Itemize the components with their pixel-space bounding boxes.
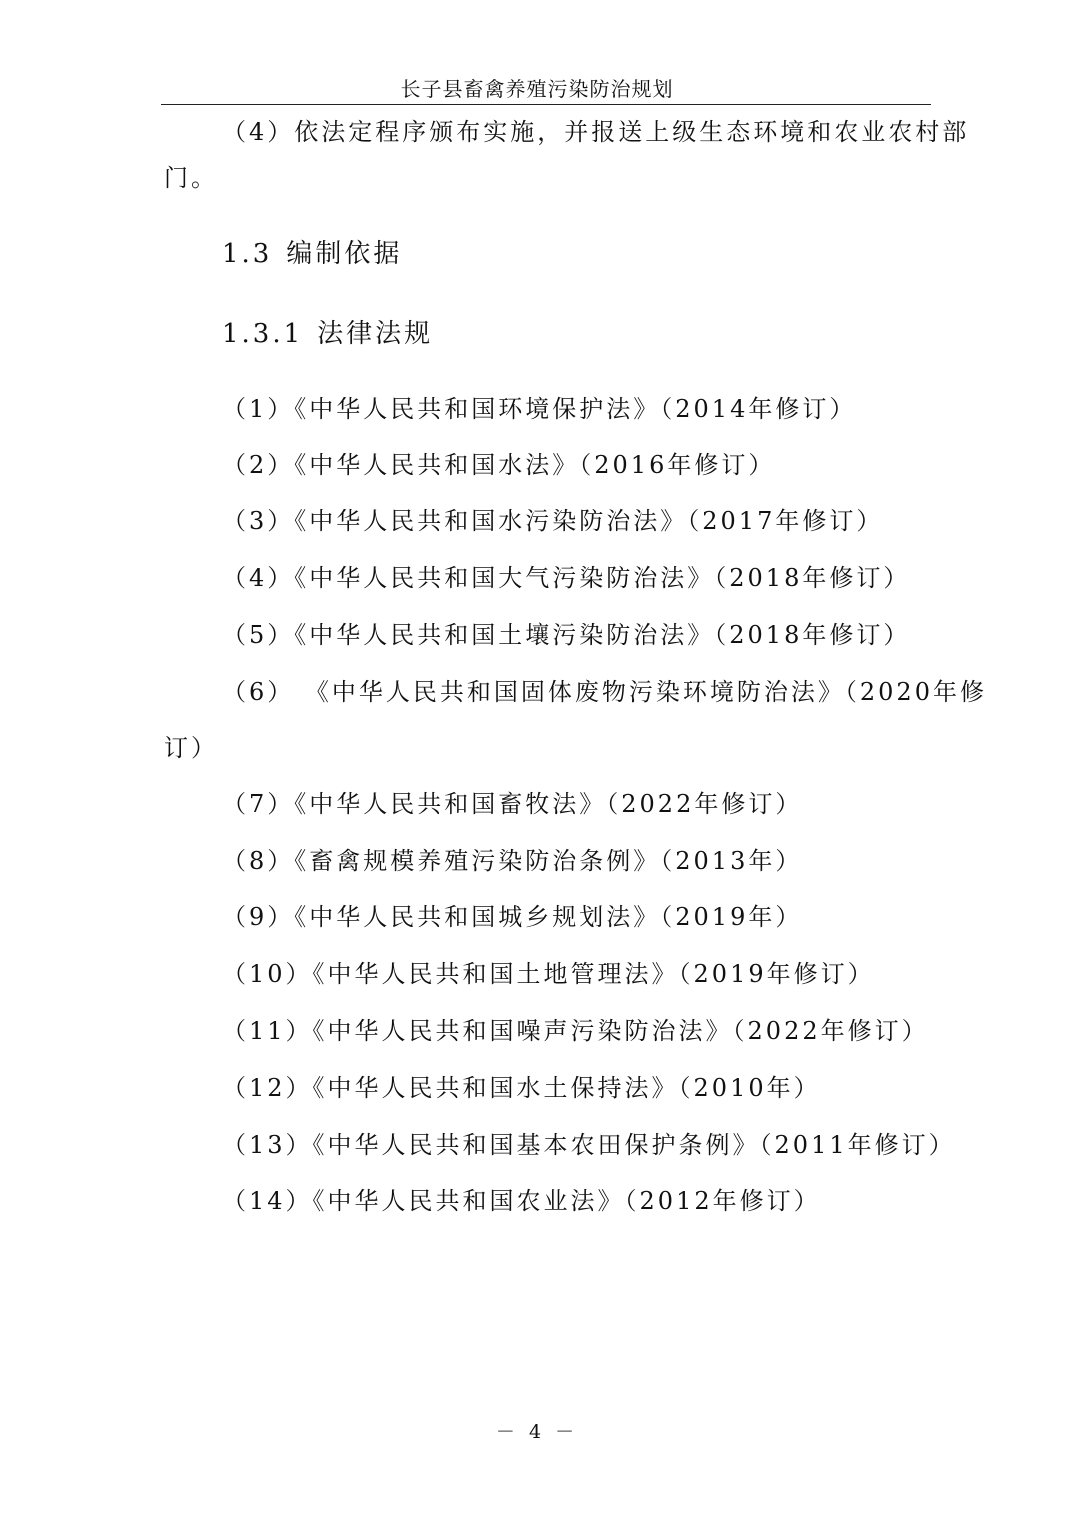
law-item: （4）《中华人民共和国大气污染防治法》（2018年修订） (222, 564, 911, 592)
law-item-continuation: 订） (164, 734, 218, 762)
law-item: （12）《中华人民共和国水土保持法》（2010年） (222, 1074, 821, 1102)
law-item: （13）《中华人民共和国基本农田保护条例》（2011年修订） (222, 1131, 956, 1159)
law-item: （5）《中华人民共和国土壤污染防治法》（2018年修订） (222, 621, 911, 649)
subsection-number: 1.3.1 (222, 319, 304, 349)
page-number: － 4 － (495, 1421, 579, 1443)
law-item: （14）《中华人民共和国农业法》（2012年修订） (222, 1187, 821, 1215)
law-item: （2）《中华人民共和国水法》（2016年修订） (222, 451, 776, 479)
law-item: （11）《中华人民共和国噪声污染防治法》（2022年修订） (222, 1017, 929, 1045)
subsection-title: 法律法规 (317, 319, 434, 349)
intro-paragraph-line-2: 门。 (164, 164, 218, 192)
law-item: （8）《畜禽规模养殖污染防治条例》（2013年） (222, 847, 803, 875)
law-item: （7）《中华人民共和国畜牧法》（2022年修订） (222, 790, 803, 818)
law-item: （3）《中华人民共和国水污染防治法》（2017年修订） (222, 507, 884, 535)
subsection-heading (222, 318, 433, 350)
page-header-title: 长子县畜禽养殖污染防治规划 (400, 77, 674, 101)
law-item: （1）《中华人民共和国环境保护法》（2014年修订） (222, 395, 857, 423)
law-item: （10）《中华人民共和国土地管理法》（2019年修订） (222, 960, 875, 988)
section-number: 1.3 (222, 239, 273, 269)
intro-paragraph-line-1: （4）依法定程序颁布实施，并报送上级生态环境和农业农村部 (222, 118, 970, 146)
law-item: （6） 《中华人民共和国固体废物污染环境防治法》（2020年修 (222, 678, 987, 706)
header-divider (161, 104, 931, 105)
section-title: 编制依据 (286, 239, 403, 269)
section-heading (222, 238, 402, 270)
law-item: （9）《中华人民共和国城乡规划法》（2019年） (222, 903, 803, 931)
